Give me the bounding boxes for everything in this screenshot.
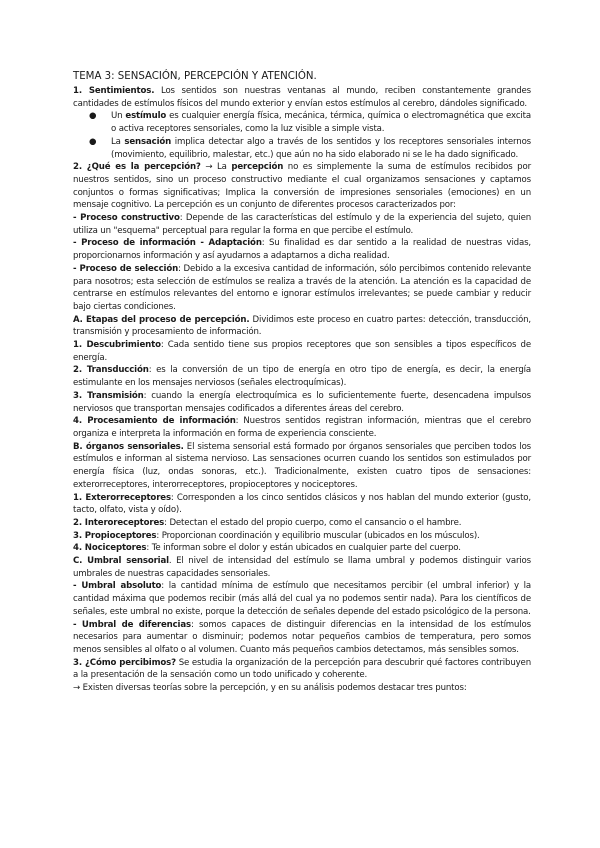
bullet-item: ● Un estímulo es cualquier energía física, mecánica, térmica, química o electromagnética que excita o activa receptores sensoriales, como la luz visible a simple vista. bbox=[89, 111, 531, 135]
organs-paragraph: B. órganos sensoriales. El sistema sensorial está formado por órganos sensoriales que perciben todos los estímulos e informan al sistema nervioso. Las sensaciones ocurren cuando los sentidos son estimulados por energía física (luz, ondas sonoras, etc.). Tradicionalmente, existen cuatro tipos de sensaciones: exterorreceptores, interorreceptores, propioceptores y nociceptores. bbox=[73, 441, 532, 490]
section-2-heading: 2. ¿Qué es la percepción? bbox=[73, 162, 201, 173]
section-1-paragraph: 1. Sentimientos. Los sentidos son nuestras ventanas al mundo, reciben constantemente grandes cantidades de estímulos físicos del mundo exterior y envían estos estímulos al cerebro, dándoles significado. bbox=[73, 86, 532, 109]
section-2-paragraph: 2. ¿Qué es la percepción? → La percepción no es simplemente la suma de estímulos recibidos por nuestros sentidos, sino un proceso constructivo mediante el cual organizamos sensaciones y captamos conjuntos o formas significativas; Implica la conversión de impresiones sensoriales (emociones) en un mensaje cognitivo. La percepción es un conjunto de diferentes procesos caracterizados por: bbox=[73, 162, 531, 211]
receptor-item: 4. Nociceptores: Te informan sobre el dolor y están ubicados en cualquier parte del cuerpo. bbox=[73, 543, 461, 554]
threshold-heading: C. Umbral sensorial bbox=[73, 556, 169, 567]
bullet-icon: ● bbox=[89, 136, 97, 147]
organs-heading: B. órganos sensoriales. bbox=[73, 441, 184, 452]
section-1-heading: 1. Sentimientos. bbox=[73, 86, 155, 96]
stage-item: 2. Transducción: es la conversión de un tipo de energía en otro tipo de energía, es decir, la energía estimulante en los mensajes nerviosos (señales electroquímicas). bbox=[73, 365, 531, 389]
stage-item: 4. Procesamiento de información: Nuestros sentidos registran información, mientras que el cerebro organiza e interpreta la información en forma de experiencia consciente. bbox=[73, 416, 531, 439]
bullet-item: ● La sensación implica detectar algo a través de los sentidos y los receptores sensoriales internos (movimiento, equilibrio, malestar, etc.) que aún no ha sido elaborado ni se le ha dado significado. bbox=[89, 136, 532, 160]
stages-heading: A. Etapas del proceso de percepción. bbox=[73, 314, 250, 325]
threshold-item: - Umbral absoluto: la cantidad mínima de estímulo que necesitamos percibir (el umbral inferior) y la cantidad máxima que podemos recibir (más allá del cual ya no podemos sentir nada). Para los científicos de señales, este umbral no existe, porque la detección de señales depende del estado psicológico de la persona. bbox=[73, 581, 531, 617]
document-title: TEMA 3: SENSACIÓN, PERCEPCIÓN Y ATENCIÓN. bbox=[73, 71, 317, 82]
receptor-item: 1. Exterorreceptores: Corresponden a los cinco sentidos clásicos y nos hablan del mundo exterior (gusto, tacto, olfato, vista y oído). bbox=[73, 492, 531, 516]
process-item: - Proceso de selección: Debido a la excesiva cantidad de información, sólo percibimos contenido relevante para nosotros; esta selección de estímulos se realiza a través de la atención. La atención es la capacidad de centrarse en estímulos relevantes del entorno e ignorar estímulos irrelevantes; se puede cambiar y reducir bajo ciertas condiciones. bbox=[73, 263, 531, 312]
process-item: - Proceso constructivo: Depende de las características del estímulo y de la experiencia del sujeto, quien utiliza un "esquema" perceptual para regular la forma en que percibe el estímulo. bbox=[73, 213, 532, 236]
document-page bbox=[73, 70, 531, 695]
bullet-icon: ● bbox=[89, 111, 97, 122]
receptor-item: 2. Interoreceptores: Detectan el estado del propio cuerpo, como el cansancio o el hambre. bbox=[73, 517, 462, 528]
section-1-bullets bbox=[73, 110, 531, 161]
section-3-heading: 3. ¿Cómo percibimos? bbox=[73, 657, 176, 668]
threshold-item: - Umbral de diferencias: somos capaces de distinguir diferencias en la intensidad de los estímulos necesarios para aumentar o disminuir; podemos notar pequeños cambios de temperatura, pero somos menos sensibles al olfato o al volumen. Cuanto más pequeños cambios detectamos, más sensibles somos. bbox=[73, 619, 531, 655]
receptor-item: 3. Propioceptores: Proporcionan coordinación y equilibrio muscular (ubicados en los músculos). bbox=[73, 530, 480, 541]
stage-item: 3. Transmisión: cuando la energía electroquímica es lo suficientemente fuerte, desencadena impulsos nerviosos que transportan mensajes codificados a diferentes áreas del cerebro. bbox=[73, 390, 531, 414]
threshold-paragraph: C. Umbral sensorial. El nivel de intensidad del estímulo se llama umbral y podemos distinguir varios umbrales de nuestras capacidades sensoriales. bbox=[73, 556, 531, 579]
process-item: - Proceso de información - Adaptación: Su finalidad es dar sentido a la realidad de nuestras vidas, proporcionarnos información y así ayudarnos a adaptarnos a dicha realidad. bbox=[73, 238, 532, 262]
section-3-paragraph: 3. ¿Cómo percibimos? Se estudia la organización de la percepción para descubrir qué factores contribuyen a la presentación de la sensación como un todo unificado y coherente. bbox=[73, 657, 531, 681]
stages-paragraph: A. Etapas del proceso de percepción. Dividimos este proceso en cuatro partes: detección, transducción, transmisión y procesamiento de información. bbox=[73, 314, 531, 338]
stage-item: 1. Descubrimiento: Cada sentido tiene sus propios receptores que son sensibles a tipos específicos de energía. bbox=[73, 340, 531, 363]
section-3-arrow-line: → Existen diversas teorías sobre la percepción, y en su análisis podemos destacar tres puntos: bbox=[73, 683, 467, 694]
